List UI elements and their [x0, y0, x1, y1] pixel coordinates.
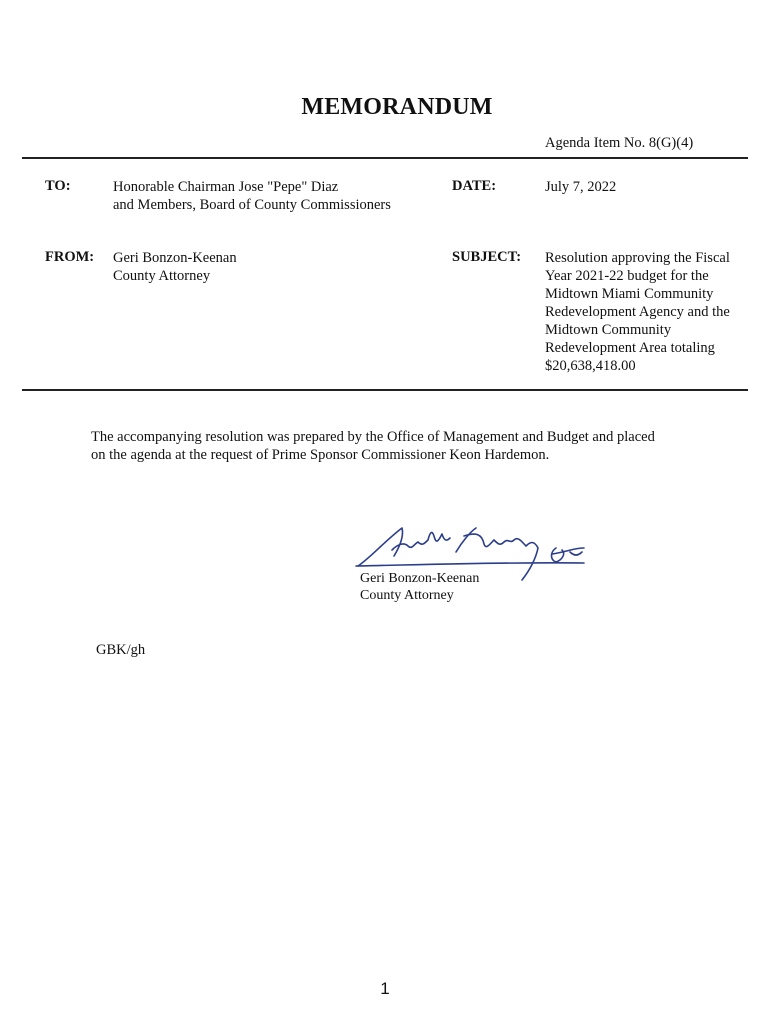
- to-line: Honorable Chairman Jose "Pepe" Diaz: [113, 179, 339, 195]
- page-number: 1: [380, 979, 390, 998]
- date-label: DATE:: [452, 178, 497, 194]
- subject-label: SUBJECT:: [452, 249, 522, 265]
- from-line: Geri Bonzon-Keenan: [113, 250, 237, 266]
- to-recipient: [113, 178, 391, 214]
- memo-title: MEMORANDUM: [301, 94, 493, 120]
- to-line: and Members, Board of County Commissioners: [113, 197, 391, 213]
- header-divider-bottom: [22, 389, 748, 391]
- from-line: County Attorney: [113, 268, 211, 284]
- subject-line: Midtown Miami Community: [545, 286, 714, 302]
- from-sender: [113, 249, 237, 285]
- body-line: The accompanying resolution was prepared by the Office of Management and Budget and placed: [91, 429, 655, 445]
- signatory-title: County Attorney: [360, 588, 454, 603]
- to-label: TO:: [45, 178, 71, 194]
- subject-line: Redevelopment Area totaling: [545, 340, 715, 356]
- signatory-block: [360, 570, 479, 604]
- subject-line: $20,638,418.00: [545, 358, 636, 374]
- signatory-name: Geri Bonzon-Keenan: [360, 571, 480, 586]
- memo-body: [91, 428, 655, 464]
- header-divider-top: [22, 157, 748, 159]
- body-line: on the agenda at the request of Prime Sponsor Commissioner Keon Hardemon.: [91, 447, 550, 463]
- subject-line: Midtown Community: [545, 322, 672, 338]
- typist-initials: GBK/gh: [96, 642, 146, 658]
- from-label: FROM:: [45, 249, 95, 265]
- date-value: July 7, 2022: [545, 179, 617, 195]
- subject-text: [545, 249, 730, 375]
- subject-line: Year 2021-22 budget for the: [545, 268, 709, 284]
- agenda-item-number: Agenda Item No. 8(G)(4): [545, 135, 694, 151]
- subject-line: Redevelopment Agency and the: [545, 304, 730, 320]
- subject-line: Resolution approving the Fiscal: [545, 250, 730, 266]
